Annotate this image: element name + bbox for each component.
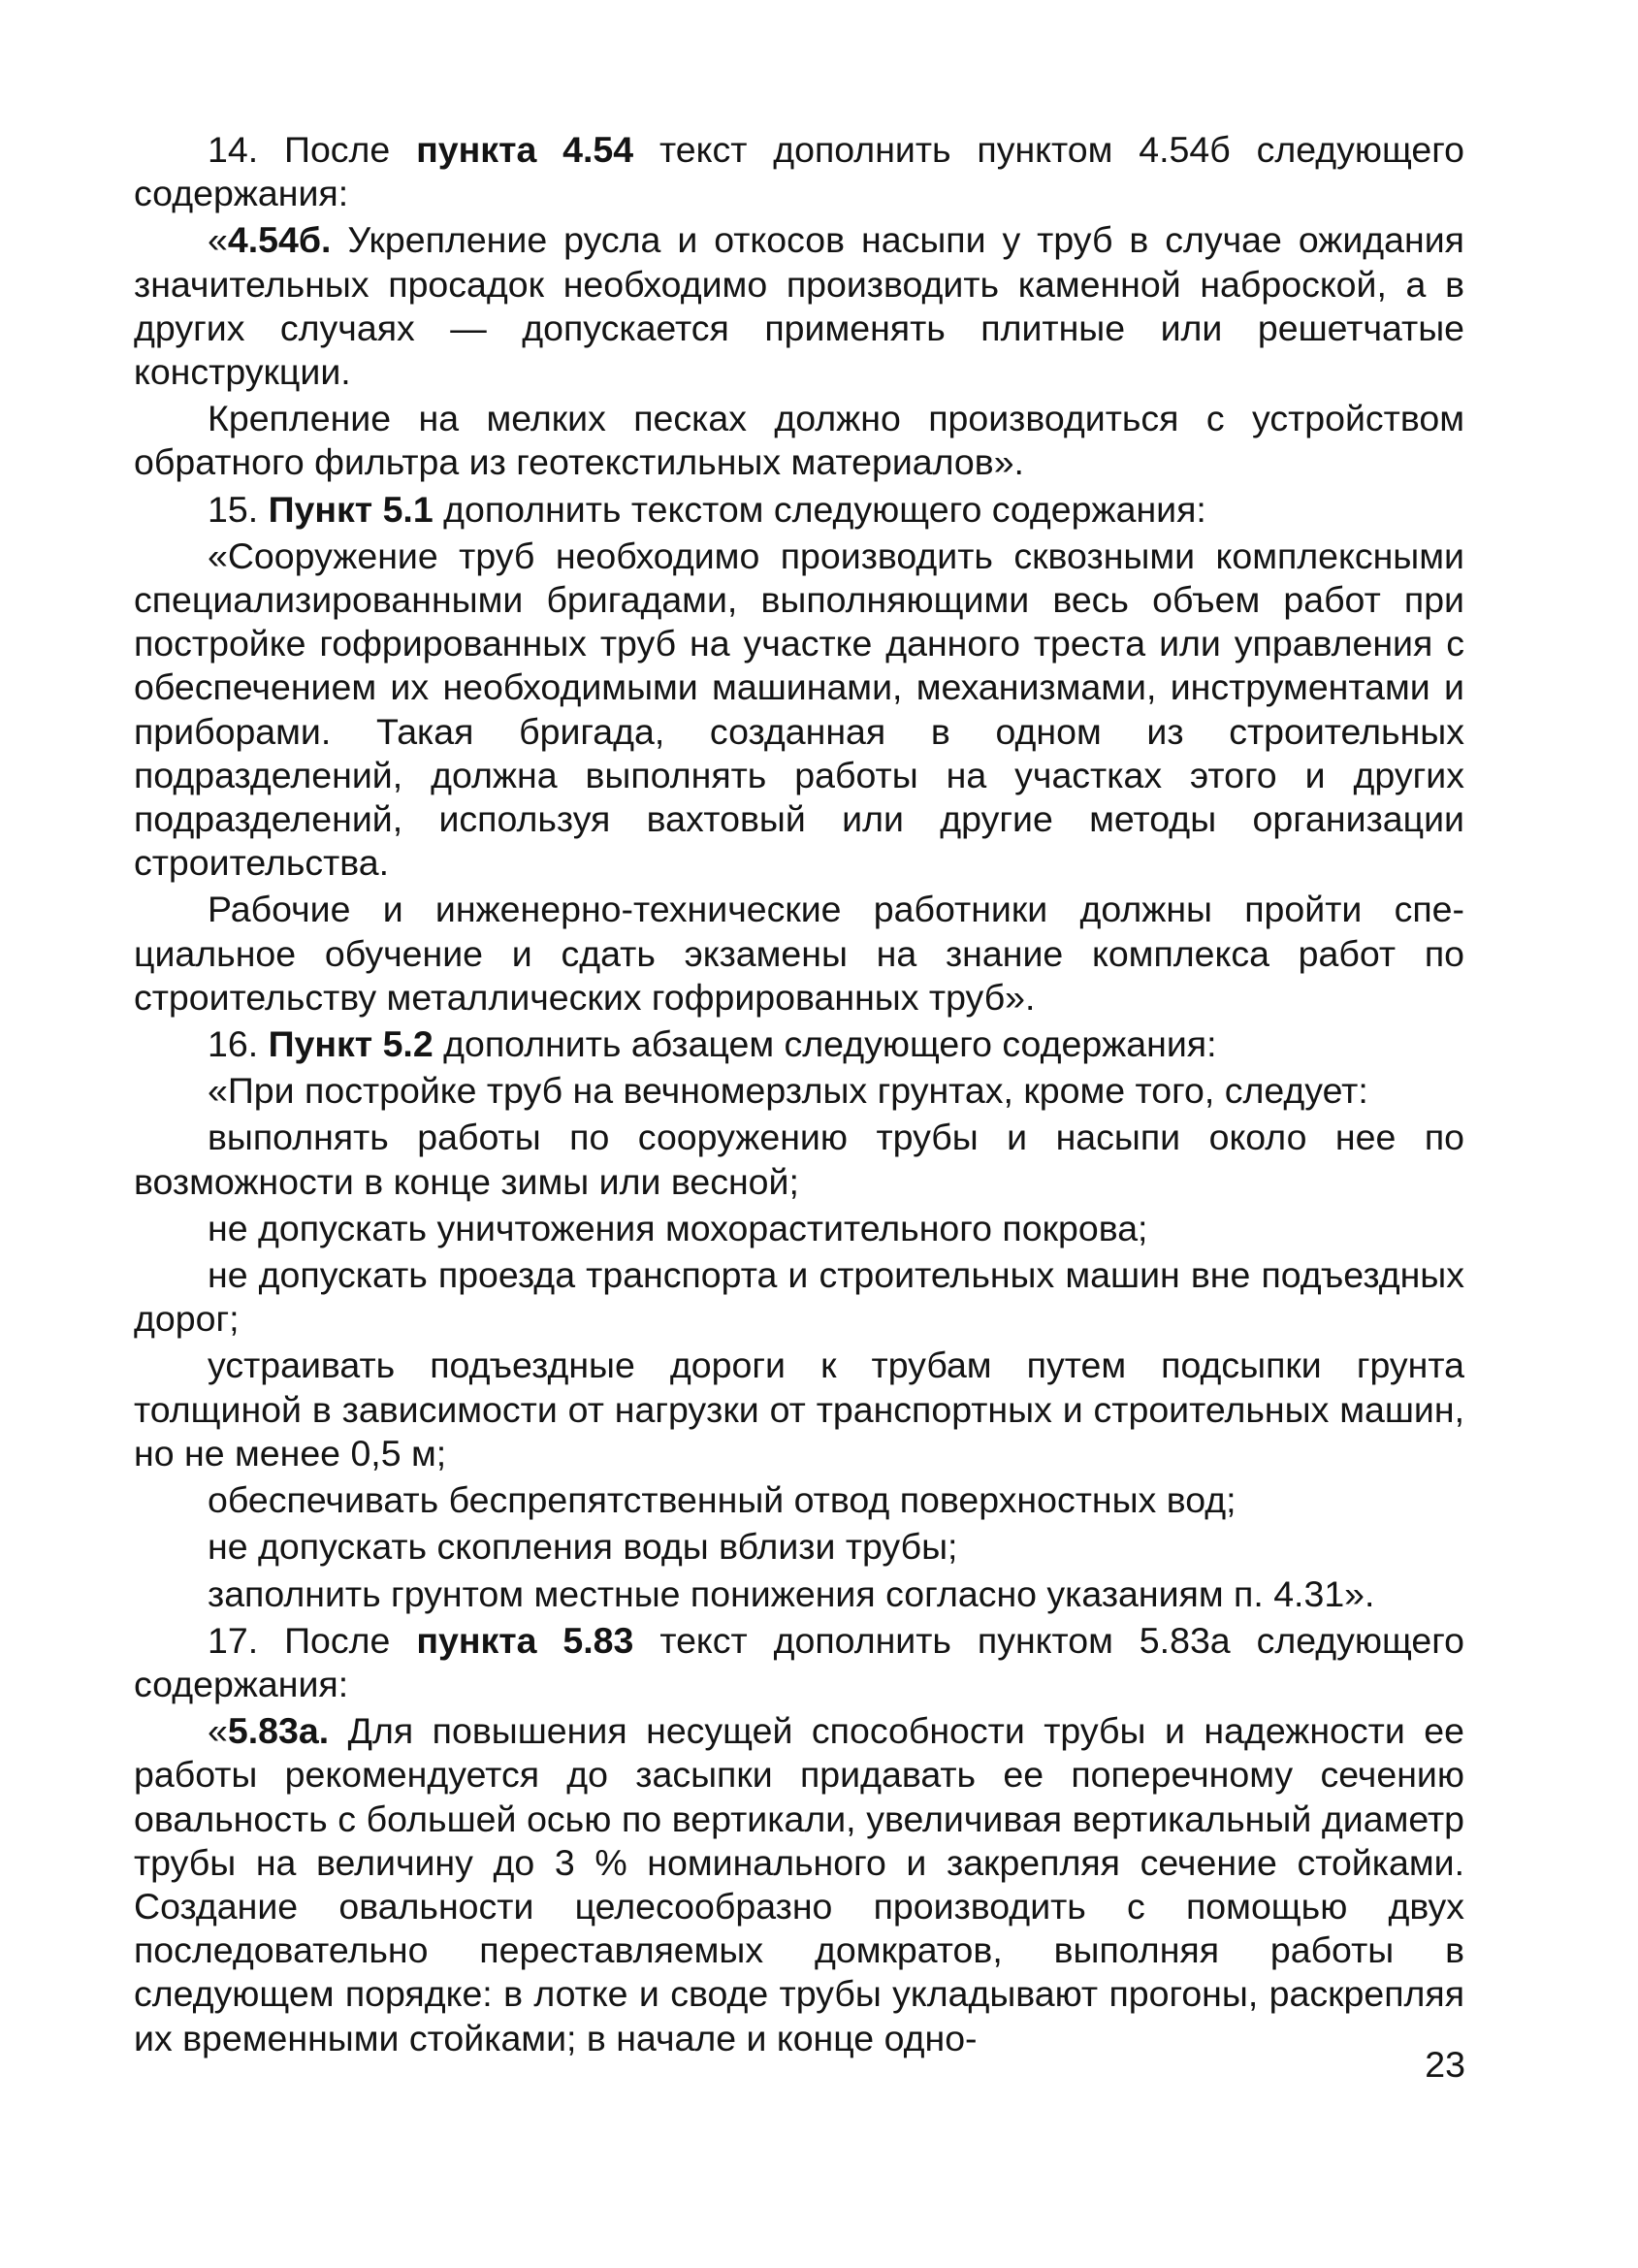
text-run: 14. После (208, 129, 417, 170)
paragraph-workers-training (134, 888, 1464, 1020)
text-run: выполнять работы по сооружению трубы и насыпи около нее по возможности в конце зимы или весной; (134, 1117, 1464, 1202)
text-run: 17. После (208, 1619, 417, 1661)
item-reference: Пункт 5.2 (268, 1023, 434, 1065)
text-run: текст дополнить пунктом 4.54б следующего содержания: (134, 129, 1464, 214)
paragraph-permafrost-intro (134, 1069, 1464, 1113)
item-reference: пункта 4.54 (416, 129, 634, 170)
page-number: 23 (1425, 2044, 1465, 2085)
text-run: « (208, 219, 228, 261)
document-body (134, 128, 1464, 2063)
text-run: дополнить текстом следующего содержания: (433, 488, 1206, 530)
list-item (134, 1525, 1464, 1569)
text-run: «При постройке труб на вечномерзлых грунтах, кроме того, следует: (208, 1070, 1368, 1112)
paragraph-construction-teams (134, 535, 1464, 886)
text-run: Рабочие и инженерно-технические работники должны пройти специальное обучение и сдать экзамены на знание комплекса работ по строительству металлических гофрированных труб». (134, 889, 1464, 1018)
list-item (134, 1478, 1464, 1522)
list-item (134, 1116, 1464, 1203)
clause-number: 5.83а. (227, 1710, 330, 1752)
clause-number: 4.54б. (227, 219, 332, 261)
text-run: Для повышения несущей способности трубы и надежности ее работы рекомендуется до засыпки придавать ее поперечному сечению овальность с большей осью по вертикали, увеличивая вертикальный диаметр трубы на величину до 3 % номинального и закрепляя сечение стойками. Создание овальности целесообразно производить с помощью двух последовательно переставляемых домкратов, выполняя работы в следующем порядке: в лотке и своде трубы укладывают прогоны, раскрепляя их временными стойками; в начале и конце одно- (134, 1710, 1464, 2058)
paragraph-4-54b (134, 218, 1464, 394)
text-run: «Сооружение труб необходимо производить сквозными комплексными специализированными бригадами, выполняющими весь объем работ при постройке гофрированных труб на участке данного треста или управления с обеспечением их необходимыми машинами, механизмами, инструментами и приборами. Такая бригада, созданная в одном из строительных подразделений, должна выполнять работы на участках этого и других подразделений, используя вахтовый или другие методы организации строительства. (134, 535, 1464, 884)
text-run: заполнить грунтом местные понижения согласно указаниям п. 4.31». (208, 1572, 1375, 1614)
list-item (134, 1253, 1464, 1341)
paragraph-5-83a (134, 1709, 1464, 2060)
text-run: « (208, 1710, 228, 1752)
text-run: Укрепление русла и откосов насыпи у труб в случае ожидания значительных просадок необходимо производить каменной наброской, а в других случаях — допускается применять плитные или решетчатые конструкции. (134, 219, 1464, 393)
paragraph-fastening (134, 397, 1464, 484)
text-run: устраивать подъездные дороги к трубам путем подсыпки грунта толщиной в зависимости от нагрузки от транспортных и строительных машин, но не менее 0,5 м; (134, 1345, 1464, 1474)
text-run: Крепление на мелких песках должно производиться с устройством обратного фильтра из геотекстильных материалов». (134, 398, 1464, 483)
text-run: 15. (208, 488, 269, 530)
item-reference: пункта 5.83 (416, 1619, 634, 1661)
item-reference: Пункт 5.1 (268, 488, 434, 530)
text-run: обеспечивать беспрепятственный отвод поверхностных вод; (208, 1479, 1237, 1521)
text-run: 16. (208, 1023, 269, 1065)
paragraph-item-14 (134, 128, 1464, 215)
list-item (134, 1572, 1464, 1616)
list-item (134, 1344, 1464, 1475)
text-run: не допускать скопления воды вблизи трубы; (208, 1526, 958, 1568)
paragraph-item-16 (134, 1022, 1464, 1066)
paragraph-item-17 (134, 1619, 1464, 1706)
text-run: дополнить абзацем следующего содержания: (433, 1023, 1217, 1065)
text-run: не допускать проезда транспорта и строительных машин вне подъездных дорог; (134, 1254, 1464, 1340)
paragraph-item-15 (134, 488, 1464, 532)
text-run: не допускать уничтожения мохорастительного покрова; (208, 1207, 1148, 1248)
list-item (134, 1207, 1464, 1250)
text-run: текст дополнить пунктом 5.83а следующего содержания: (134, 1619, 1465, 1704)
